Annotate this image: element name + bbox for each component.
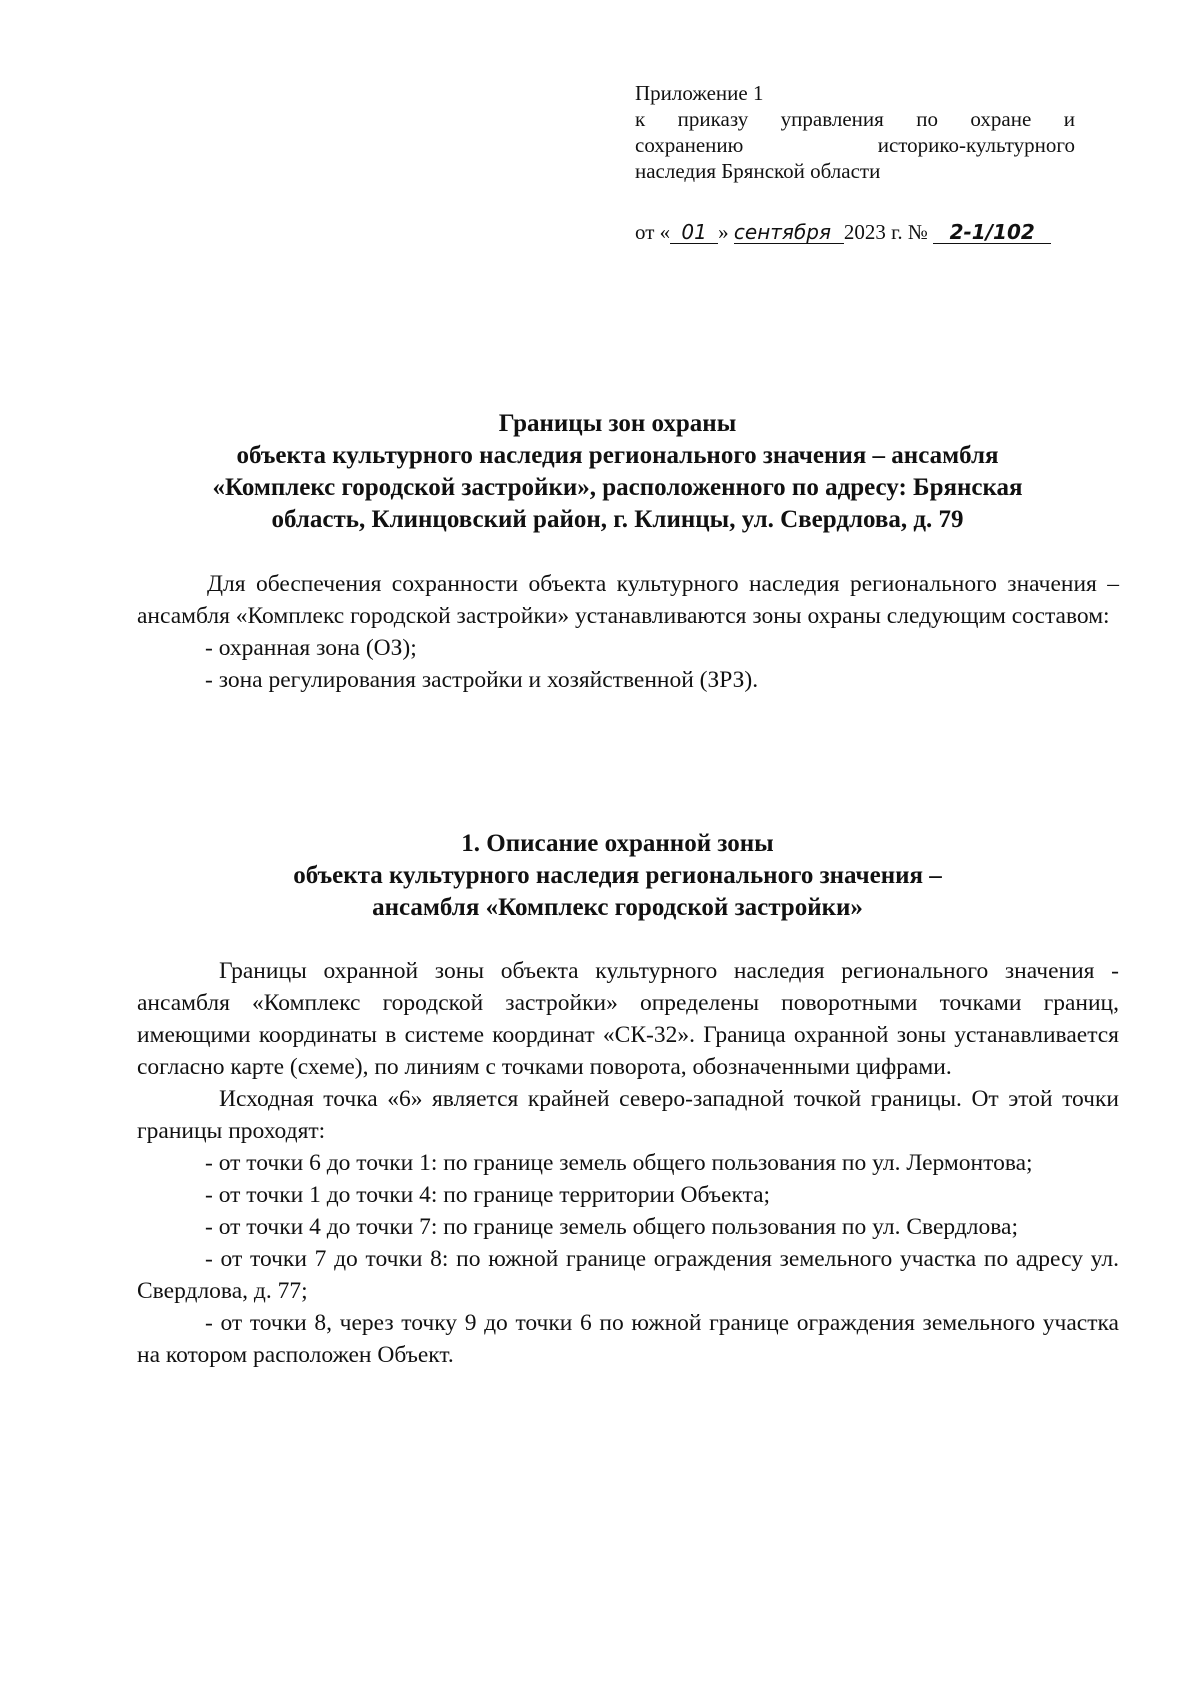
boundary-item-1: - от точки 6 до точки 1: по границе земель общего пользования по ул. Лермонтова;	[205, 1150, 1033, 1176]
title-line-2: объекта культурного наследия регионального значения – ансамбля	[236, 442, 999, 469]
title-line-3: «Комплекс городской застройки», расположенного по адресу: Брянская	[212, 474, 1023, 501]
order-month-handwritten: сентября	[734, 221, 844, 244]
section-1-heading-line-2: объекта культурного наследия регионального значения –	[293, 862, 942, 889]
order-day-handwritten: 01	[670, 221, 718, 244]
appendix-line-2: к приказу управления по охране и	[635, 107, 1075, 131]
order-number-handwritten: 2-1/102	[933, 221, 1051, 244]
section-1-heading-line-1: 1. Описание охранной зоны	[461, 830, 774, 857]
order-mid: »	[718, 220, 729, 244]
boundary-item-5: - от точки 8, через точку 9 до точки 6 по южной границе ограждения земельного участка на котором расположен Объект.	[137, 1310, 1119, 1368]
order-prefix: от «	[635, 220, 671, 244]
appendix-header	[635, 80, 1075, 184]
section-1-paragraph-2: Исходная точка «6» является крайней северо-западной точкой границы. От этой точки границы проходят:	[137, 1086, 1119, 1144]
order-year: 2023 г. №	[843, 220, 928, 244]
intro-list-item-1: - охранная зона (ОЗ);	[205, 635, 417, 661]
order-date-number	[635, 217, 1051, 247]
section-1-body	[137, 955, 1119, 1371]
title-line-4: область, Клинцовский район, г. Клинцы, ул. Свердлова, д. 79	[271, 506, 964, 533]
appendix-line-1: Приложение 1	[635, 81, 764, 105]
document-title	[130, 408, 1105, 536]
boundary-item-3: - от точки 4 до точки 7: по границе земель общего пользования по ул. Свердлова;	[205, 1214, 1019, 1240]
section-1-heading	[130, 828, 1105, 924]
section-1-heading-line-3: ансамбля «Комплекс городской застройки»	[372, 894, 863, 921]
appendix-line-3: сохранению историко-культурного	[635, 133, 1075, 157]
section-1-paragraph-1: Границы охранной зоны объекта культурного наследия регионального значения - ансамбля «Комплекс городской застройки» определены поворотными точками границ, имеющими координаты в системе координат «СК-32». Граница охранной зоны устанавливается согласно карте (схеме), по линиям с точками поворота, обозначенными цифрами.	[137, 958, 1119, 1080]
intro-section	[137, 568, 1119, 696]
boundary-item-4: - от точки 7 до точки 8: по южной границе ограждения земельного участка по адресу ул. Свердлова, д. 77;	[137, 1246, 1119, 1304]
appendix-line-4: наследия Брянской области	[635, 159, 881, 183]
boundary-item-2: - от точки 1 до точки 4: по границе территории Объекта;	[205, 1182, 771, 1208]
title-line-1: Границы зон охраны	[498, 410, 737, 437]
intro-paragraph: Для обеспечения сохранности объекта культурного наследия регионального значения – ансамбля «Комплекс городской застройки» устанавливаются зоны охраны следующим составом:	[137, 571, 1119, 629]
intro-list-item-2: - зона регулирования застройки и хозяйственной (ЗРЗ).	[205, 667, 759, 693]
